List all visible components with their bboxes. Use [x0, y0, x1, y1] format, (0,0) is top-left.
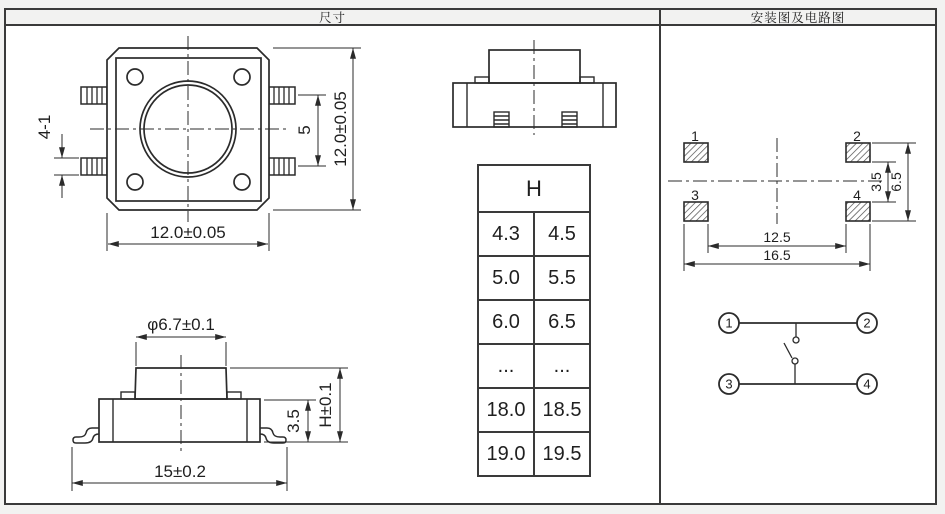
dim-label-pad-height: 6.5 — [888, 172, 904, 192]
pad-number-4: 4 — [853, 187, 861, 203]
table-cell: 18.0 — [478, 388, 534, 432]
table-header-row — [478, 165, 590, 212]
table-row — [478, 300, 590, 344]
table-row — [478, 344, 590, 388]
circuit-drawing — [719, 313, 877, 394]
dim-body — [264, 400, 348, 442]
dim-label-total: H±0.1 — [316, 382, 335, 428]
pad-number-3: 3 — [691, 187, 699, 203]
header-mounting-circuit: 安装图及电路图 — [750, 11, 846, 25]
table-cell: 5.5 — [534, 256, 590, 300]
terminal-number-1: 1 — [725, 315, 733, 331]
table-row — [478, 388, 590, 432]
dim-label-width: 12.0±0.05 — [150, 223, 226, 242]
terminal-number-4: 4 — [863, 376, 871, 392]
table-row — [478, 432, 590, 476]
table-cell: 4.3 — [478, 212, 534, 256]
table-cell: ... — [478, 344, 534, 388]
terminal-number-2: 2 — [863, 315, 871, 331]
dim-label-pins: 4-1 — [35, 114, 54, 140]
table-cell: 19.5 — [534, 432, 590, 476]
top-view-drawing — [54, 36, 361, 251]
pad-number-2: 2 — [853, 128, 861, 144]
table-cell: 5.0 — [478, 256, 534, 300]
side-view-drawing — [72, 337, 348, 491]
table-cell: ... — [534, 344, 590, 388]
panel-header-row — [4, 8, 937, 26]
dim-label-cap: φ6.7±0.1 — [147, 315, 215, 334]
table-cell: 18.5 — [534, 388, 590, 432]
small-side-view-drawing — [453, 40, 616, 135]
table-cell: 6.5 — [534, 300, 590, 344]
pin-hatch-lines — [494, 112, 577, 127]
dim-label-height: 12.0±0.05 — [331, 91, 350, 167]
dim-label-span: 15±0.2 — [154, 462, 206, 481]
h-dimension-table — [477, 164, 591, 477]
table-cell: 19.0 — [478, 432, 534, 476]
dim-label-pad-gap: 3.5 — [868, 172, 884, 192]
panel-divider — [659, 26, 661, 505]
dim-label-pitch: 5 — [295, 125, 314, 135]
table-cell: 6.0 — [478, 300, 534, 344]
header-dimensions: 尺寸 — [6, 10, 661, 24]
dim-label-body: 3.5 — [284, 409, 303, 433]
mounting-drawing — [668, 138, 916, 271]
dim-pins — [54, 134, 79, 198]
table-row — [478, 256, 590, 300]
terminal-number-3: 3 — [725, 376, 733, 392]
pad-number-1: 1 — [691, 128, 699, 144]
table-cell: 4.5 — [534, 212, 590, 256]
dim-label-pad-inner: 12.5 — [763, 229, 791, 245]
switch-symbol — [784, 323, 799, 384]
h-table-header: H — [478, 165, 590, 212]
dim-label-pad-outer: 16.5 — [763, 247, 791, 263]
table-row — [478, 212, 590, 256]
